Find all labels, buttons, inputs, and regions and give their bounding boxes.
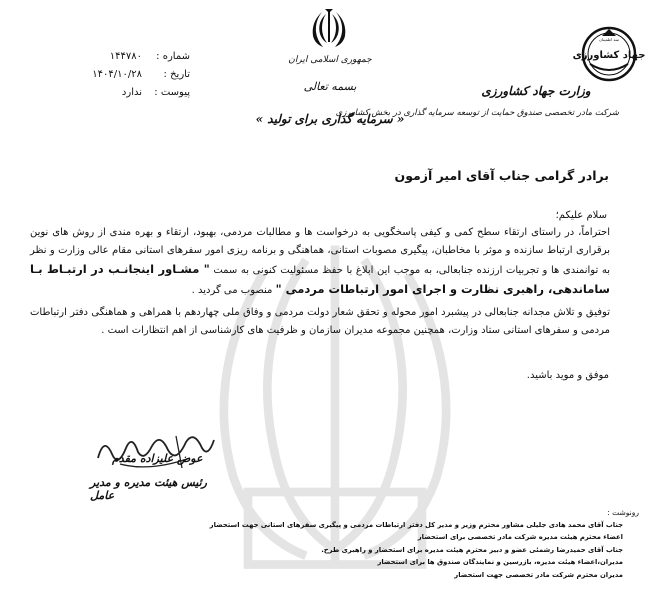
paragraph-2: توفیق و تلاش مجدانه جنابعالی در پیشبرد امور محوله و تحقق شعار دولت مردمی و وفاق ملی چهاردهم با همراهی و هماهنگی دفتر ارتباطات مردمی و سفرهای استانی ستاد وزارت، همچنین مجموعه مدیران سازمان و ظرفیت های کارشناسی از اهم انتظارات است . [30, 307, 610, 336]
republic-name: جمهوری اسلامی ایران [288, 55, 372, 65]
greeting: سلام علیکم؛ [555, 210, 607, 221]
attachment-value: ندارد [121, 87, 142, 98]
signer-name: عوض علیزاده مقدم [112, 452, 203, 465]
paragraph-1-end: منصوب می گردید . [191, 285, 273, 296]
company-name: شرکت مادر تخصصی صندوق حمایت از توسعه سرمایه گذاری در بخش کشاورزی [335, 108, 619, 118]
letter-meta [40, 48, 190, 102]
ministry-name: وزارت جهاد کشاورزی [481, 84, 591, 98]
attachment-row [40, 84, 190, 102]
cc-item: اعضاء محترم هیئت مدیره شرکت مادر تخصصی برای استحضار [417, 533, 623, 542]
date-value: ۱۴۰۴/۱۰/۲۸ [92, 69, 142, 80]
cc-label: رونوشت : [607, 508, 639, 517]
number-value: ۱۴۴۷۸۰ [109, 51, 142, 62]
basmala: بسمه تعالی [303, 80, 357, 93]
cc-list [163, 519, 623, 581]
date-row [40, 66, 190, 84]
number-label: شماره : [156, 51, 190, 62]
year-slogan: « سرمایه گذاری برای تولید » [255, 112, 405, 126]
closing: موفق و موید باشید. [526, 370, 609, 381]
paragraph-1-intro: احتراماً، در راستای ارتقاء سطح کمی و کیفی پاسخگویی به درخواست ها و مطالبات مردمی، بهبود، ارتقاء و بهره مندی از روش های نوین برقراری ارتباط سازنده و موثر با مخاطبان، پیگیری مصوبات استانی، هماهنگی و برنامه ریزی امور سفرهای استانی مقام عالی وزارت و نظر به توانمندی ها و تجربیات ارزنده جنابعالی، به موجب این ابلاغ با حفظ مسئولیت کنونی به سمت [30, 227, 610, 276]
recipient: برادر گرامی جناب آقای امیر آزمون [394, 168, 609, 183]
letter-body [30, 224, 610, 340]
cc-item: مدیران،اعضاء هیئت مدیره، بازرسین و نمایندگان صندوق ها برای استحضار [377, 558, 623, 567]
number-row [40, 48, 190, 66]
date-label: تاریخ : [163, 69, 190, 80]
logo-top-text: سه اطمینان [599, 37, 619, 42]
cc-item: جناب آقای محمد هادی جلیلی مشاور محترم وزیر و مدیر کل دفتر ارتباطات مردمی و پیگیری سفرهای استانی جهت استحضار [209, 521, 623, 529]
cc-item: جناب آقای حمیدرضا رشمئی عضو و دبیر محترم هیئت مدیره برای استحضار و راهبری طرح. [321, 545, 623, 554]
iran-emblem-icon [307, 8, 351, 50]
signer-title: رئیس هیئت مدیره و مدیر عامل [90, 476, 207, 502]
logo-text: جهاد کشاورزی [572, 50, 646, 61]
ministry-logo-icon [572, 24, 646, 82]
cc-item: مدیران محترم شرکت مادر تخصصی جهت استحضار [454, 570, 623, 579]
attachment-label: پیوست : [154, 87, 190, 98]
paragraph-1 [30, 224, 610, 300]
paragraph-1-position: " مشـاور اینجانـب در ارتبـاط بـا ساماندهی، راهبری نظارت و اجرای امور ارتباطات مردمی " [30, 262, 610, 296]
